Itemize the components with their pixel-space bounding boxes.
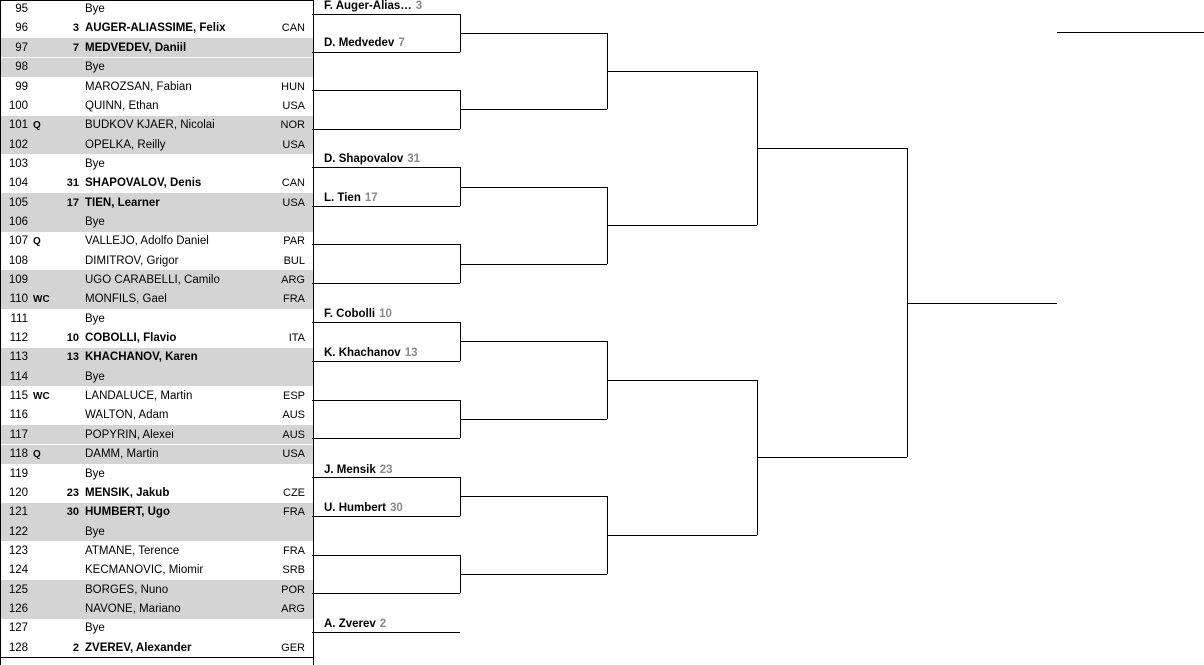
row-number: 97 [15, 41, 28, 54]
table-row [1, 212, 313, 231]
bracket-winner-seed: 13 [404, 347, 418, 359]
table-row [1, 251, 313, 270]
player-name: QUINN, Ethan [85, 99, 159, 112]
table-row [1, 38, 313, 57]
table-row [1, 174, 313, 193]
player-name: OPELKA, Reilly [85, 138, 166, 151]
player-name: POPYRIN, Alexei [85, 428, 174, 441]
entry-status: Q [33, 119, 41, 131]
table-row [1, 425, 313, 444]
player-seed: 7 [72, 41, 79, 54]
row-number: 115 [9, 390, 28, 403]
player-name: BORGES, Nuno [85, 583, 169, 596]
table-row [1, 483, 313, 502]
bracket-winner-seed: 10 [379, 308, 392, 320]
player-name: Bye [85, 622, 105, 635]
bracket-line [312, 477, 460, 478]
player-name: Bye [85, 215, 105, 228]
player-country: ARG [281, 602, 305, 615]
bracket-winner-seed: 3 [415, 0, 423, 12]
player-country: HUN [281, 80, 305, 93]
table-row [1, 0, 313, 19]
player-name: MEDVEDEV, Daniil [85, 41, 187, 54]
entry-status: WC [33, 293, 50, 305]
row-number: 105 [8, 196, 28, 209]
player-name: Bye [85, 157, 105, 170]
player-name: ATMANE, Terence [85, 544, 180, 557]
entry-status: WC [33, 390, 50, 402]
player-name: ZVEREV, Alexander [85, 641, 192, 654]
table-row [1, 135, 313, 154]
bracket-line [312, 555, 460, 556]
bracket-line [312, 90, 460, 91]
player-seed: 2 [72, 641, 79, 654]
table-row [1, 193, 313, 212]
table-row [1, 580, 313, 599]
player-country: CAN [281, 177, 305, 190]
bracket-line [312, 283, 460, 284]
table-row [1, 290, 313, 309]
row-number: 104 [8, 177, 28, 190]
player-country: CZE [283, 486, 305, 499]
table-row [1, 541, 313, 560]
bracket-line [460, 187, 607, 188]
player-seed: 30 [66, 506, 79, 519]
bracket-line [312, 593, 460, 594]
player-name: KECMANOVIC, Miomir [85, 564, 204, 577]
row-number: 112 [9, 332, 28, 345]
bracket-line [312, 129, 460, 130]
row-number: 127 [8, 622, 28, 635]
bracket-line [312, 244, 460, 245]
row-number: 117 [9, 428, 28, 441]
player-name: TIEN, Learner [85, 196, 160, 209]
row-number: 110 [9, 293, 28, 306]
player-name: MAROZSAN, Fabian [85, 80, 192, 93]
table-row [1, 464, 313, 483]
bracket-line [460, 33, 607, 34]
player-country: FRA [283, 293, 305, 306]
player-country: USA [282, 196, 305, 209]
table-row [1, 522, 313, 541]
row-number: 102 [8, 138, 28, 151]
table-row [1, 270, 313, 289]
row-number: 118 [9, 448, 28, 461]
bracket-line [757, 148, 907, 149]
draw-list [0, 0, 314, 665]
player-name: SHAPOVALOV, Denis [85, 177, 202, 190]
player-seed: 31 [66, 177, 79, 190]
player-name: VALLEJO, Adolfo Daniel [85, 235, 209, 248]
row-number: 116 [9, 409, 28, 422]
row-divider [1, 657, 313, 658]
player-country: NOR [280, 119, 305, 132]
table-row [1, 77, 313, 96]
bracket-winner [324, 308, 392, 320]
bracket-winner [324, 153, 420, 165]
table-row [1, 445, 313, 464]
bracket-winner-name: F. Auger-Alias… [324, 0, 412, 12]
row-number: 103 [8, 157, 28, 170]
player-country: USA [282, 138, 305, 151]
table-row [1, 561, 313, 580]
row-number: 99 [15, 80, 28, 93]
bracket-line [460, 574, 607, 575]
table-row [1, 96, 313, 115]
bracket-winner [324, 502, 403, 514]
bracket-winner-name: F. Cobolli [324, 308, 376, 320]
player-seed: 23 [66, 486, 79, 499]
row-number: 95 [15, 3, 28, 16]
row-number: 120 [8, 486, 28, 499]
player-country: PAR [283, 235, 305, 248]
bracket-line [460, 341, 607, 342]
row-number: 128 [8, 641, 28, 654]
bracket-line [312, 52, 460, 53]
bracket-winner-seed: 23 [379, 464, 393, 476]
player-country: FRA [283, 544, 305, 557]
player-name: Bye [85, 467, 105, 480]
bracket-line [312, 400, 460, 401]
player-name: WALTON, Adam [85, 409, 169, 422]
bracket-line [757, 457, 907, 458]
row-number: 100 [8, 99, 28, 112]
bracket-winner [324, 0, 422, 12]
player-name: COBOLLI, Flavio [85, 332, 177, 345]
table-row [1, 503, 313, 522]
player-name: MENSIK, Jakub [85, 486, 170, 499]
player-seed: 3 [72, 22, 79, 35]
bracket-winner-name: J. Mensik [324, 464, 376, 476]
player-country: ESP [282, 390, 305, 403]
player-name: UGO CARABELLI, Camilo [85, 274, 220, 287]
table-row [1, 58, 313, 77]
bracket-line [607, 535, 757, 536]
table-row [1, 309, 313, 328]
player-name: Bye [85, 3, 105, 16]
bracket-line [460, 419, 607, 420]
bracket-line [907, 303, 1057, 304]
player-name: NAVONE, Mariano [85, 602, 181, 615]
bracket-winner-name: A. Zverev [324, 618, 376, 630]
bracket-winner-seed: 2 [379, 618, 387, 630]
row-number: 101 [8, 119, 28, 132]
row-number: 126 [8, 602, 28, 615]
row-number: 108 [8, 254, 28, 267]
table-row [1, 406, 313, 425]
player-name: Bye [85, 312, 105, 325]
player-country: AUS [282, 409, 305, 422]
bracket-line [312, 438, 460, 439]
bracket-winner-name: K. Khachanov [324, 347, 401, 359]
bracket-winner [324, 192, 378, 204]
table-row [1, 638, 313, 657]
bracket-winner-seed: 7 [398, 37, 405, 49]
table-row [1, 19, 313, 38]
player-country: AUS [282, 428, 305, 441]
player-country: CAN [281, 22, 305, 35]
player-name: Bye [85, 525, 105, 538]
bracket-winner-name: L. Tien [324, 192, 361, 204]
bracket-winner-seed: 31 [407, 153, 421, 165]
bracket-line [312, 516, 460, 517]
bracket-line [312, 167, 460, 168]
bracket-line [312, 322, 460, 323]
bracket-line [460, 496, 607, 497]
table-row [1, 328, 313, 347]
player-name: Bye [85, 61, 105, 74]
player-country: ITA [288, 332, 305, 345]
player-name: DIMITROV, Grigor [85, 254, 179, 267]
player-country: POR [281, 583, 305, 596]
player-name: LANDALUCE, Martin [85, 390, 193, 403]
bracket-line [1057, 32, 1204, 33]
player-name: AUGER-ALIASSIME, Felix [85, 22, 226, 35]
player-name: KHACHANOV, Karen [85, 351, 198, 364]
player-name: HUMBERT, Ugo [85, 506, 170, 519]
row-number: 124 [8, 564, 28, 577]
table-row [1, 619, 313, 638]
bracket-winner [324, 37, 405, 49]
row-number: 109 [8, 274, 28, 287]
bracket-line [607, 71, 757, 72]
row-number: 125 [8, 583, 28, 596]
table-row [1, 116, 313, 135]
bracket-line [312, 632, 460, 633]
bracket-line [607, 225, 757, 226]
row-number: 111 [10, 312, 28, 325]
player-seed: 13 [66, 351, 79, 364]
table-row [1, 387, 313, 406]
bracket-line [312, 14, 460, 15]
row-number: 106 [8, 215, 28, 228]
row-number: 122 [8, 525, 28, 538]
player-country: USA [282, 99, 305, 112]
bracket-line [607, 380, 757, 381]
table-row [1, 348, 313, 367]
row-number: 123 [8, 544, 28, 557]
player-country: USA [282, 448, 305, 461]
player-country: SRB [282, 564, 305, 577]
entry-status: Q [33, 235, 41, 247]
row-number: 113 [9, 351, 28, 364]
row-number: 98 [15, 61, 28, 74]
row-number: 119 [9, 467, 28, 480]
player-country: FRA [283, 506, 305, 519]
row-number: 121 [8, 506, 28, 519]
player-country: ARG [281, 274, 305, 287]
table-row [1, 232, 313, 251]
entry-status: Q [33, 448, 41, 460]
bracket-winner-name: D. Shapovalov [324, 153, 404, 165]
bracket-winner [324, 464, 393, 476]
bracket-winner-seed: 17 [364, 192, 378, 204]
bracket-line [312, 361, 460, 362]
row-number: 96 [15, 22, 28, 35]
player-country: BUL [283, 254, 305, 267]
bracket-diagram [312, 0, 1204, 665]
bracket-winner-seed: 30 [389, 502, 403, 514]
bracket-line [312, 206, 460, 207]
player-name: Bye [85, 370, 105, 383]
bracket-winner [324, 347, 417, 359]
player-seed: 17 [66, 196, 79, 209]
player-name: MONFILS, Gael [85, 293, 167, 306]
player-name: BUDKOV KJAER, Nicolai [85, 119, 215, 132]
row-number: 114 [9, 370, 28, 383]
bracket-winner-name: U. Humbert [324, 502, 386, 514]
table-row [1, 367, 313, 386]
table-row [1, 154, 313, 173]
bracket-winner [324, 618, 386, 630]
bracket-line [460, 109, 607, 110]
bracket-winner-name: D. Medvedev [324, 37, 395, 49]
table-row [1, 599, 313, 618]
bracket-line [460, 264, 607, 265]
row-number: 107 [8, 235, 28, 248]
player-seed: 10 [66, 332, 79, 345]
row-divider [1, 0, 313, 1]
player-country: GER [281, 641, 305, 654]
player-name: DAMM, Martin [85, 448, 159, 461]
